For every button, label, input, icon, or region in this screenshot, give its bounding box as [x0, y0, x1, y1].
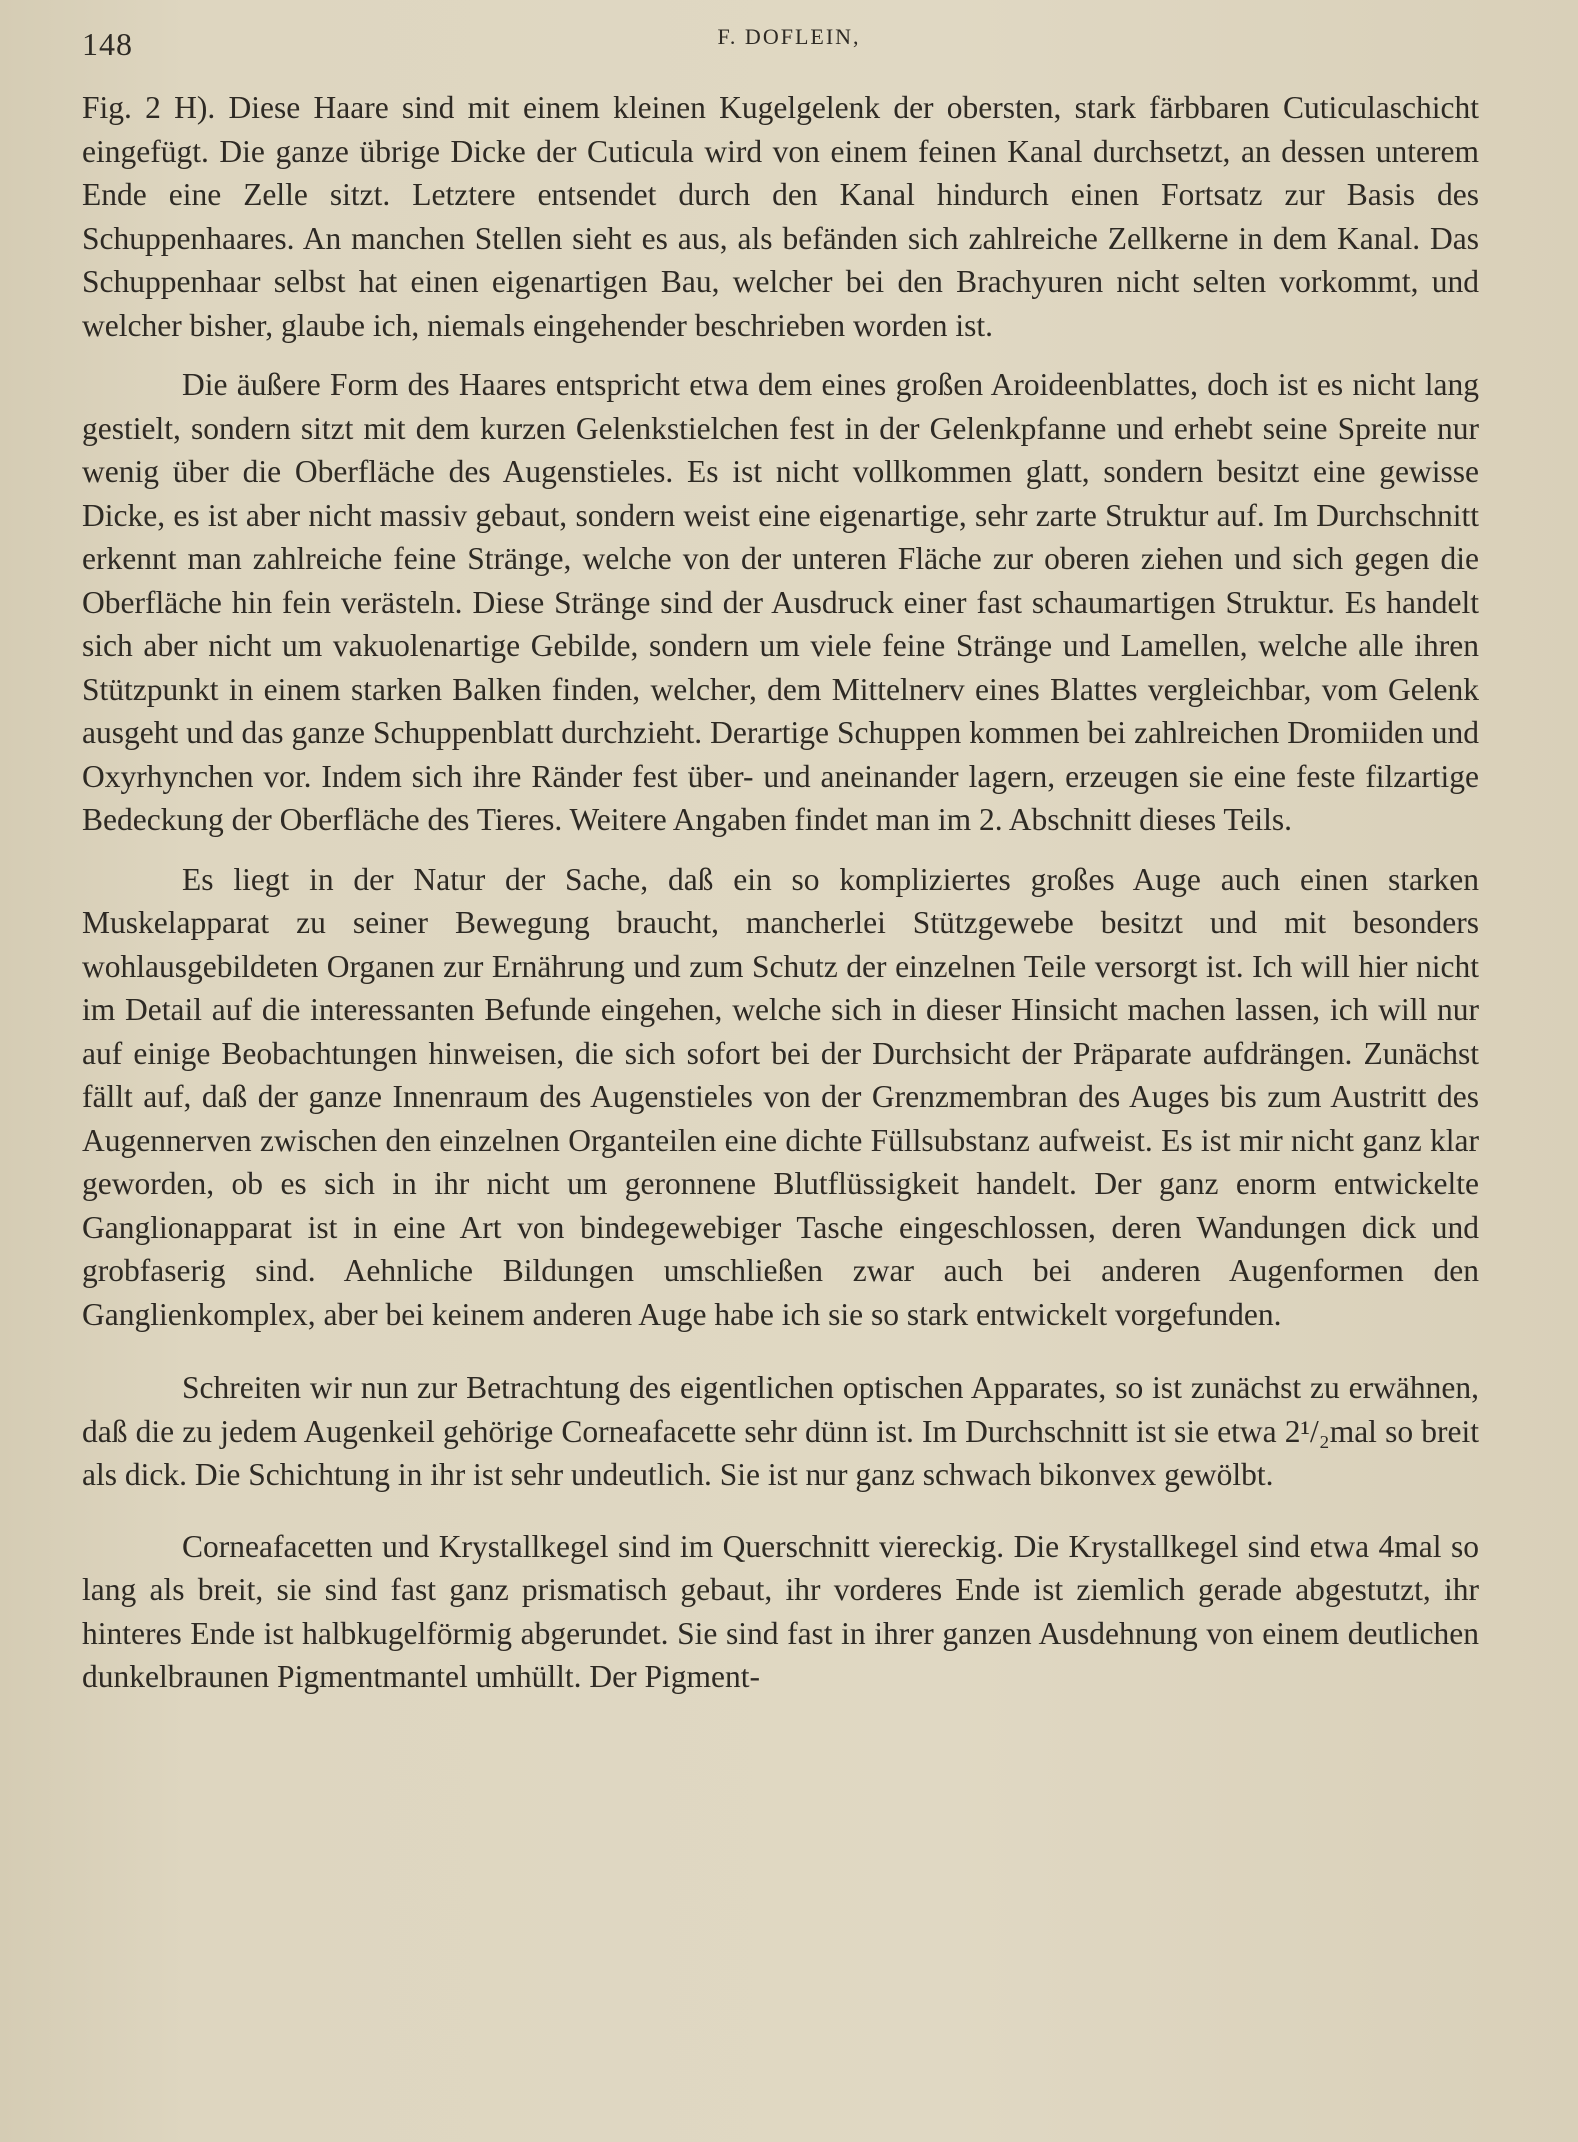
paragraph: Die äußere Form des Haares entspricht etwa dem eines großen Aroideenblattes, doch ist es nicht lang gestielt, sondern sitzt mit dem kurzen Gelenkstielchen fest in der Gelenkpfanne und erhebt seine Spreite nur wenig über die Oberfläche des Augenstieles. Es ist nicht vollkommen glatt, sondern besitzt eine gewisse Dicke, es ist aber nicht massiv gebaut, sondern weist eine eigenartige, sehr zarte Struktur auf. Im Durchschnitt erkennt man zahlreiche feine Stränge, welche von der unteren Fläche zur oberen ziehen und sich gegen die Oberfläche hin fein verästeln. Diese Stränge sind der Ausdruck einer fast schaumartigen Struktur. Es handelt sich aber nicht um vakuolenartige Gebilde, sondern um viele feine Stränge und Lamellen, welche alle ihren Stützpunkt in einem starken Balken finden, welcher, dem Mittelnerv eines Blattes vergleichbar, vom Gelenk ausgeht und das ganze Schuppenblatt durchzieht. Derartige Schuppen kommen bei zahlreichen Dromiiden und Oxyrhynchen vor. Indem sich ihre Ränder fest über- und aneinander lagern, erzeugen sie eine feste filzartige Bedeckung der Oberfläche des Tieres. Weitere Angaben findet man im 2. Abschnitt dieses Teils.: [82, 367, 1479, 837]
body-text: [82, 86, 1479, 1699]
paragraph: Fig. 2 H). Diese Haare sind mit einem kleinen Kugelgelenk der obersten, stark färbbaren Cuticulaschicht eingefügt. Die ganze übrige Dicke der Cuticula wird von einem feinen Kanal durchsetzt, an dessen unterem Ende eine Zelle sitzt. Letztere entsendet durch den Kanal hindurch einen Fortsatz zur Basis des Schuppenhaares. An manchen Stellen sieht es aus, als befänden sich zahlreiche Zellkerne in dem Kanal. Das Schuppenhaar selbst hat einen eigenartigen Bau, welcher bei den Brachyuren nicht selten vorkommt, und welcher bisher, glaube ich, niemals eingehender beschrieben worden ist.: [82, 90, 1479, 343]
paragraph: Corneafacetten und Krystallkegel sind im Querschnitt viereckig. Die Krystallkegel sind etwa 4mal so lang als breit, sie sind fast ganz prismatisch gebaut, ihr vorderes Ende ist ziemlich gerade abgestutzt, ihr hinteres Ende ist halbkugelförmig abgerundet. Sie sind fast in ihrer ganzen Ausdehnung von einem deutlichen dunkelbraunen Pigmentmantel umhüllt. Der Pigment-: [82, 1528, 1479, 1694]
paragraph: Es liegt in der Natur der Sache, daß ein so kompliziertes großes Auge auch einen starken Muskelapparat zu seiner Bewegung braucht, mancherlei Stützgewebe besitzt und mit besonders wohlausgebildeten Organen zur Ernährung und zum Schutz der einzelnen Teile versorgt ist. Ich will hier nicht im Detail auf die interessanten Befunde eingehen, welche sich in dieser Hinsicht machen lassen, ich will nur auf einige Beobachtungen hinweisen, die sich sofort bei der Durchsicht der Präparate aufdrängen. Zunächst fällt auf, daß der ganze Innenraum des Augenstieles von der Grenzmembran des Auges bis zum Austritt des Augennerven zwischen den einzelnen Organteilen eine dichte Füllsubstanz aufweist. Es ist mir nicht ganz klar geworden, ob es sich in ihr nicht um geronnene Blutflüssigkeit handelt. Der ganz enorm entwickelte Ganglionapparat ist in eine Art von bindegewebiger Tasche eingeschlossen, deren Wandungen dick und grobfaserig sind. Aehnliche Bildungen umschließen zwar auch bei anderen Augenformen den Ganglienkomplex, aber bei keinem anderen Auge habe ich sie so stark entwickelt vorgefunden.: [82, 861, 1479, 1332]
paragraph: Schreiten wir nun zur Betrachtung des eigentlichen optischen Apparates, so ist zunächst zu erwähnen, daß die zu jedem Augenkeil gehörige Corneafacette sehr dünn ist. Im Durchschnitt ist sie etwa 2¹/₂mal so breit als dick. Die Schichtung in ihr ist sehr undeutlich. Sie ist nur ganz schwach bikonvex gewölbt.: [82, 1370, 1479, 1492]
page-number: 148: [82, 26, 133, 62]
running-head: F. DOFLEIN,: [717, 24, 861, 49]
